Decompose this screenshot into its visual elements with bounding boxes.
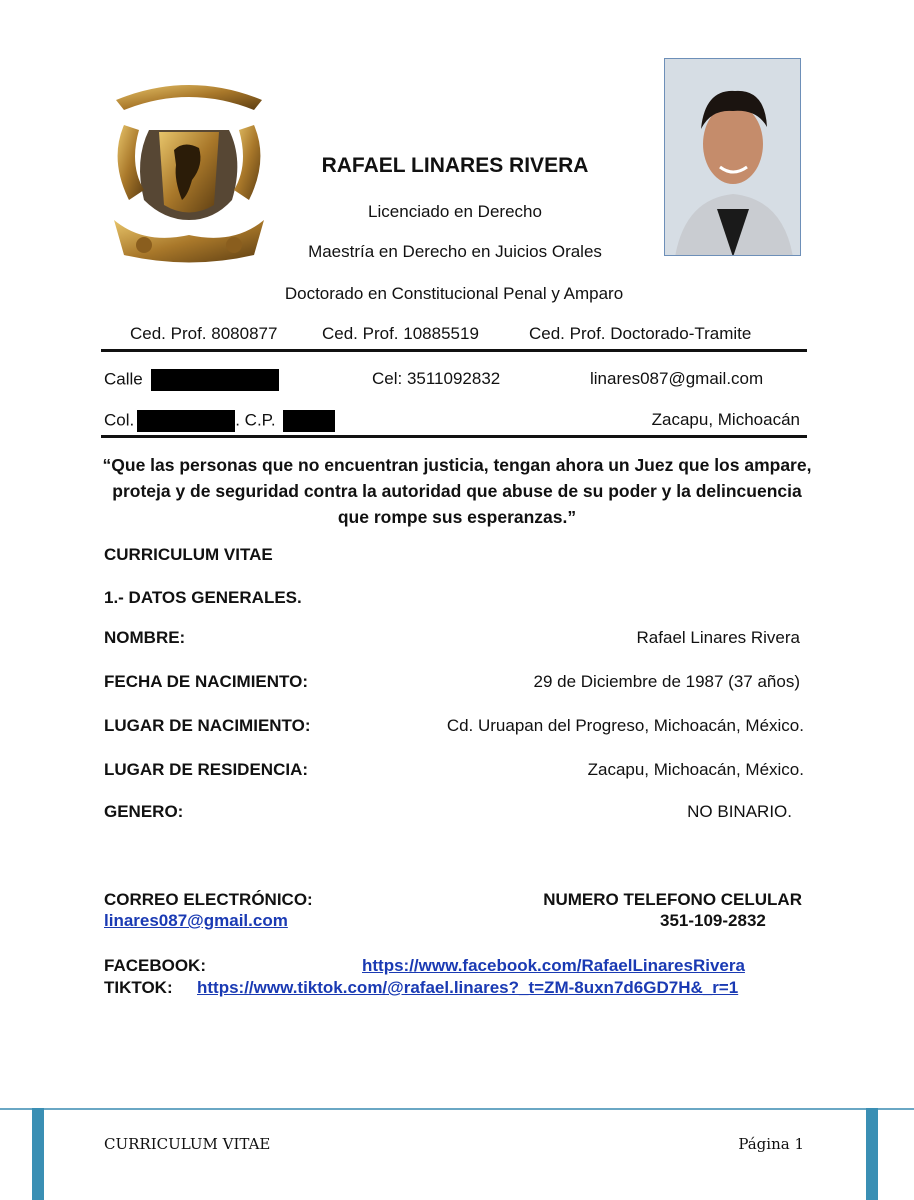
cell-phone-text: Cel: 3511092832 bbox=[372, 369, 501, 388]
redacted-postal-code bbox=[283, 410, 335, 432]
field-label-residence: LUGAR DE RESIDENCIA: bbox=[104, 760, 309, 779]
postal-code-label: . C.P. bbox=[235, 410, 276, 430]
section-title: CURRICULUM VITAE bbox=[104, 545, 273, 564]
phone-value: 351-109-2832 bbox=[660, 911, 766, 930]
facebook-label: FACEBOOK: bbox=[104, 956, 206, 975]
header-divider-bottom bbox=[101, 435, 807, 438]
tiktok-link[interactable]: https://www.tiktok.com/@rafael.linares?_t=ZM-8uxn7d6GD7H&_r=1 bbox=[197, 978, 739, 997]
tiktok-label: TIKTOK: bbox=[104, 978, 173, 997]
degree-licenciatura: Licenciado en Derecho bbox=[368, 202, 542, 221]
phone-label: NUMERO TELEFONO CELULAR bbox=[543, 890, 802, 909]
colony-label: Col. bbox=[104, 410, 135, 430]
degree-maestria: Maestría en Derecho en Juicios Orales bbox=[308, 242, 602, 261]
field-value-birthdate: 29 de Diciembre de 1987 (37 años) bbox=[533, 672, 800, 691]
footer-divider bbox=[0, 1108, 914, 1110]
university-crest-logo bbox=[104, 70, 274, 270]
address-colony bbox=[104, 410, 335, 432]
degree-doctorado: Doctorado en Constitucional Penal y Amparo bbox=[284, 284, 624, 303]
cedula-doctorado: Ced. Prof. Doctorado-Tramite bbox=[529, 324, 752, 343]
redacted-colony bbox=[137, 410, 235, 432]
redacted-street bbox=[151, 369, 279, 391]
street-label: Calle bbox=[104, 369, 143, 389]
address-street bbox=[104, 369, 279, 391]
cedula-maestria: Ced. Prof. 10885519 bbox=[322, 324, 479, 343]
email-label: CORREO ELECTRÓNICO: bbox=[104, 890, 313, 909]
footer-page-number: Página 1 bbox=[738, 1135, 804, 1153]
personal-quote: “Que las personas que no encuentran justicia, tengan ahora un Juez que los ampare, proteja y de seguridad contra la autoridad que abuse de su poder y la delincuencia que rompe sus esperanzas.” bbox=[102, 455, 812, 527]
cv-full-name: RAFAEL LINARES RIVERA bbox=[321, 154, 589, 177]
field-label-gender: GENERO: bbox=[104, 802, 184, 821]
header-divider-top bbox=[101, 349, 807, 352]
contact-city: Zacapu, Michoacán bbox=[651, 410, 800, 429]
cedula-licenciatura: Ced. Prof. 8080877 bbox=[130, 324, 278, 343]
field-label-birthdate: FECHA DE NACIMIENTO: bbox=[104, 672, 308, 691]
contact-email-text: linares087@gmail.com bbox=[590, 369, 764, 388]
footer-right-accent-bar bbox=[866, 1108, 878, 1200]
footer-title: CURRICULUM VITAE bbox=[104, 1135, 271, 1153]
field-label-birthplace: LUGAR DE NACIMIENTO: bbox=[104, 716, 311, 735]
facebook-link[interactable]: https://www.facebook.com/RafaelLinaresRivera bbox=[362, 956, 745, 975]
field-label-name: NOMBRE: bbox=[104, 628, 186, 647]
email-link[interactable]: linares087@gmail.com bbox=[104, 911, 288, 930]
subsection-title: 1.- DATOS GENERALES. bbox=[104, 588, 302, 607]
field-value-gender: NO BINARIO. bbox=[687, 802, 792, 821]
field-value-residence: Zacapu, Michoacán, México. bbox=[587, 760, 804, 779]
field-value-name: Rafael Linares Rivera bbox=[636, 628, 800, 647]
footer-left-accent-bar bbox=[32, 1108, 44, 1200]
profile-photo bbox=[664, 58, 801, 256]
field-value-birthplace: Cd. Uruapan del Progreso, Michoacán, México. bbox=[446, 716, 804, 735]
